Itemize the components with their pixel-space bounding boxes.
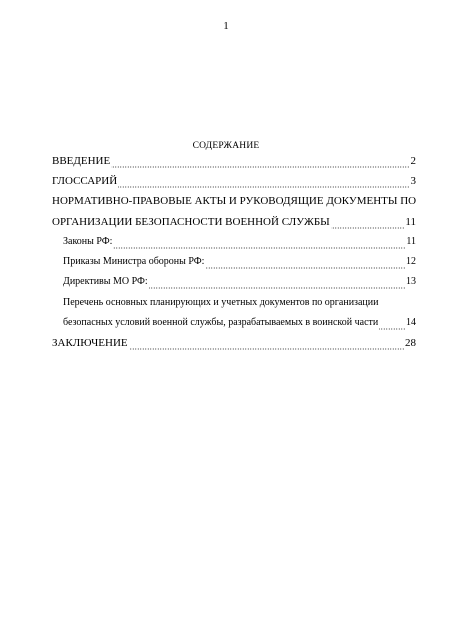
toc-entry-label-line2: безопасных условий военной службы, разрабатываемых в воинской части bbox=[63, 313, 379, 333]
table-of-contents bbox=[52, 151, 416, 353]
toc-entry-directives[interactable] bbox=[63, 272, 416, 292]
toc-entry-page: 2 bbox=[410, 151, 417, 171]
toc-entry-label: Директивы МО РФ: bbox=[63, 272, 149, 292]
page-number: 1 bbox=[223, 20, 229, 32]
toc-entry-label-line1: НОРМАТИВНО-ПРАВОВЫЕ АКТЫ И РУКОВОДЯЩИЕ ДОКУМЕНТЫ ПО bbox=[52, 195, 417, 207]
toc-entry-label: Законы РФ: bbox=[63, 232, 113, 252]
toc-entry-label-line2: ОРГАНИЗАЦИИ БЕЗОПАСНОСТИ ВОЕННОЙ СЛУЖБЫ bbox=[52, 212, 331, 232]
toc-entry-page: 3 bbox=[410, 171, 417, 191]
toc-entry-page: 14 bbox=[405, 313, 416, 333]
toc-entry-page: 12 bbox=[405, 252, 416, 272]
toc-entry-glossary[interactable] bbox=[52, 171, 416, 191]
toc-entry-label: ВВЕДЕНИЕ bbox=[52, 151, 111, 171]
toc-title: СОДЕРЖАНИЕ bbox=[192, 141, 260, 151]
toc-entry-page: 11 bbox=[405, 232, 416, 252]
toc-entry-label-line1: Перечень основных планирующих и учетных документов по организации bbox=[63, 297, 379, 308]
toc-entry-introduction[interactable] bbox=[52, 151, 416, 171]
toc-entry-orders[interactable] bbox=[63, 252, 416, 272]
toc-entry-normative-acts[interactable] bbox=[52, 191, 416, 232]
toc-entry-page: 13 bbox=[405, 272, 416, 292]
toc-entry-label: ГЛОССАРИЙ bbox=[52, 171, 118, 191]
toc-entry-laws[interactable] bbox=[63, 232, 416, 252]
toc-entry-label: ЗАКЛЮЧЕНИЕ bbox=[52, 333, 129, 353]
toc-entry-label: Приказы Министра обороны РФ: bbox=[63, 252, 205, 272]
toc-entry-page: 11 bbox=[404, 212, 416, 232]
toc-entry-conclusion[interactable] bbox=[52, 333, 416, 353]
toc-entry-planning-documents[interactable] bbox=[52, 292, 416, 333]
toc-entry-page: 28 bbox=[404, 333, 416, 353]
